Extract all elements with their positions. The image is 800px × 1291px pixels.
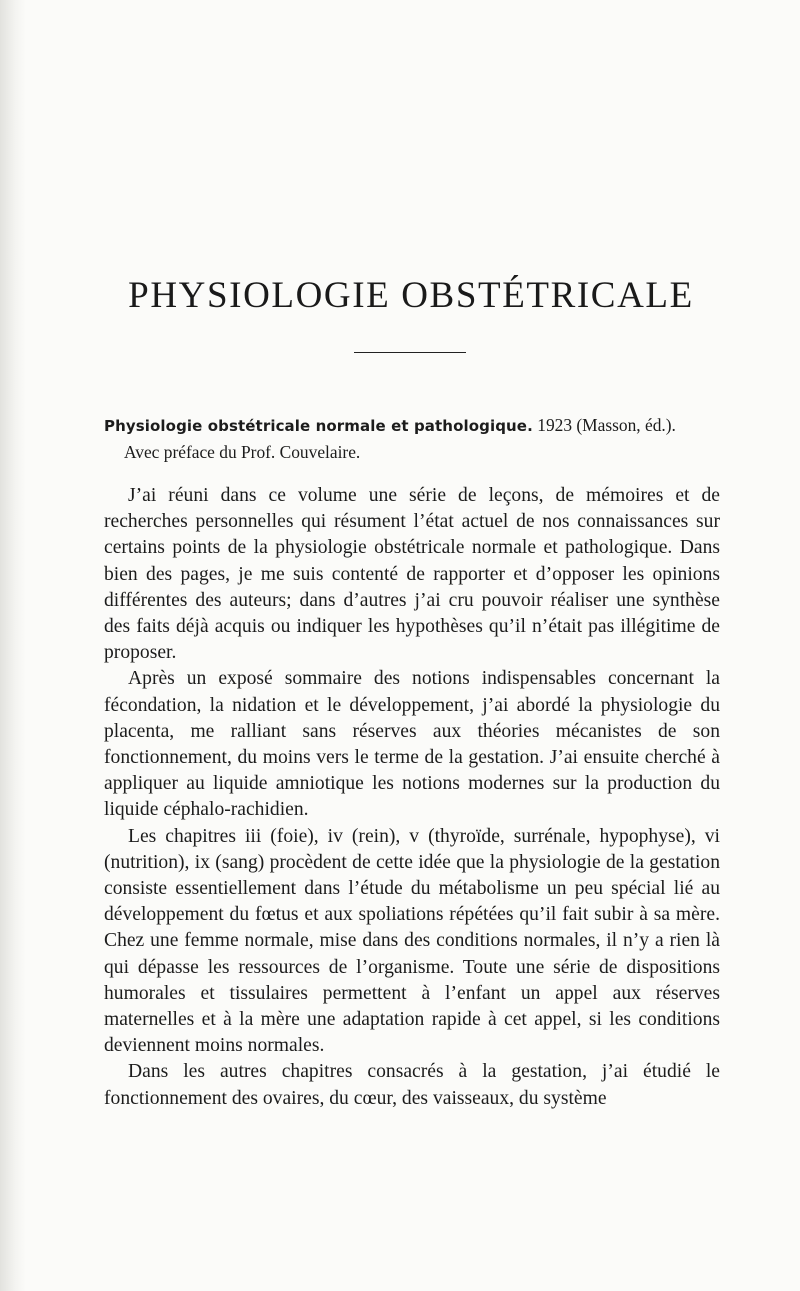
paragraph-2: Après un exposé sommaire des notions indispensables concernant la fécondation, la nidation et le développement, j’ai abordé la physiologie du placenta, me ralliant sans réserves aux théories mécanistes de son fonctionnement, du moins vers le terme de la gestation. J’ai ensuite cherché à appliquer au liquide amniotique les notions modernes sur la production du liquide céphalo-rachidien. (104, 668, 720, 821)
paragraph-1: J’ai réuni dans ce volume une série de leçons, de mémoires et de recherches personnelles qui résument l’état actuel de nos connaissances sur certains points de la physiologie obstétricale normale et pathologique. Dans bien des pages, je me suis contenté de rapporter et d’opposer les opinions différentes des auteurs; dans d’autres j’ai cru pouvoir réaliser une synthèse des faits déjà acquis ou indiquer les hypothèses qu’il n’était pas illégitime de proposer. (104, 485, 720, 664)
bibliographic-reference (104, 412, 744, 465)
title-divider (354, 352, 466, 353)
paragraph-3: Les chapitres iii (foie), iv (rein), v (thyroïde, surrénale, hypophyse), vi (nutrition), ix (sang) procèdent de cette idée que la physiologie de la gestation consiste essentiellement dans l’étude du métabolisme un peu spécial lié au développement du fœtus et aux spoliations répétées qu’il fait subir à sa mère. Chez une femme normale, mise dans des conditions normales, il n’y a rien là qui dépasse les ressources de l’organisme. Toute une série de dispositions humorales et tissulaires permettent à l’enfant un appel aux réserves maternelles et à la mère une adaptation rapide à cet appel, si les conditions deviennent moins normales. (104, 825, 720, 1057)
reference-title: Physiologie obstétricale normale et pathologique. (104, 417, 533, 435)
page-title: PHYSIOLOGIE OBSTÉTRICALE (128, 275, 694, 316)
reference-details: 1923 (Masson, éd.). (537, 415, 676, 435)
body-text (104, 483, 720, 1112)
paragraph-4: Dans les autres chapitres consacrés à la gestation, j’ai étudié le fonctionnement des ovaires, du cœur, des vaisseaux, du système (104, 1061, 720, 1109)
reference-preface: Avec préface du Prof. Couvelaire. (124, 442, 361, 462)
page-edge-shadow (0, 0, 26, 1291)
